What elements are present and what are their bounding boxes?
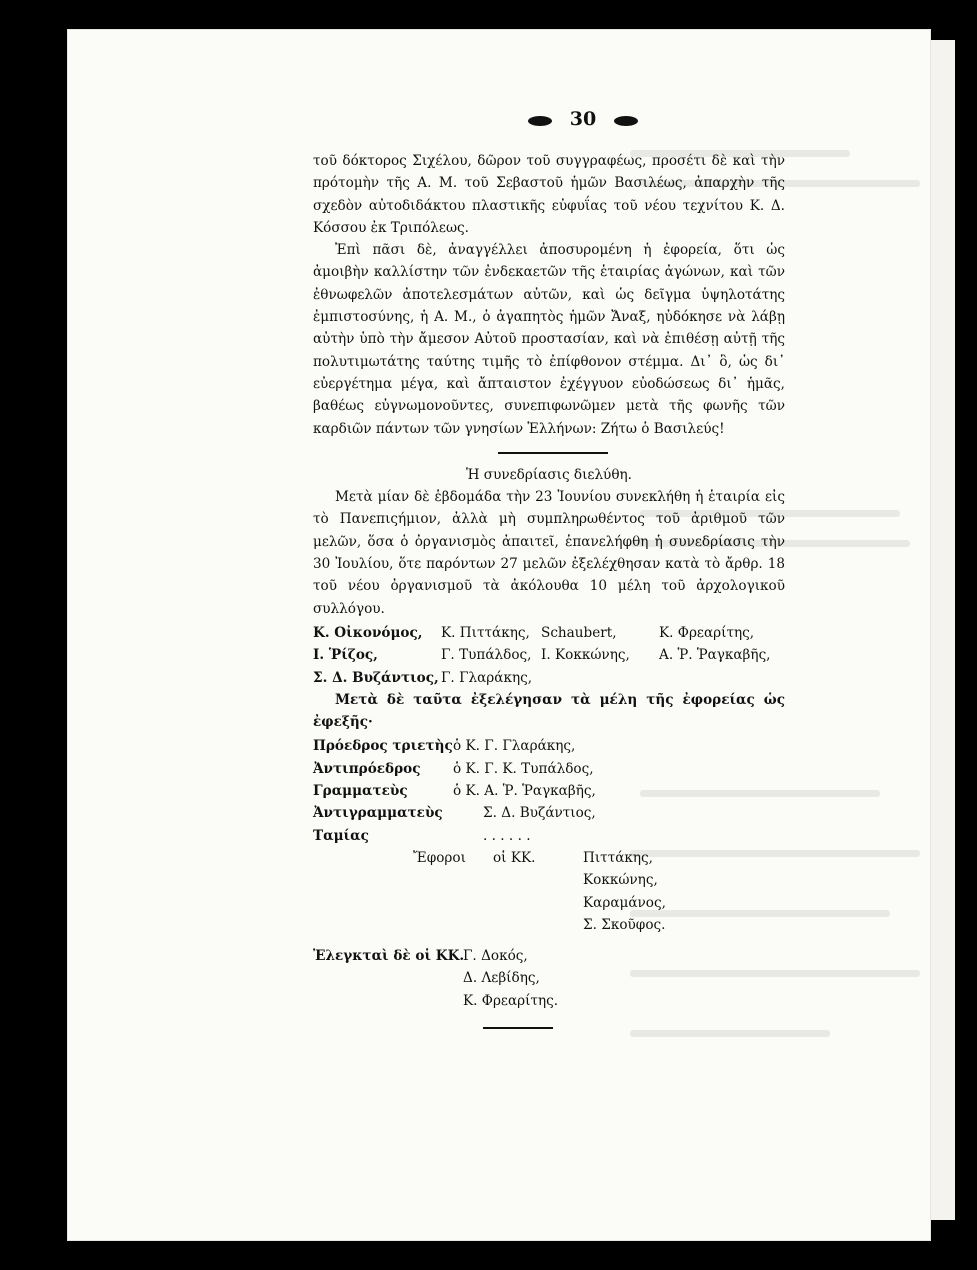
board-intro: Μετὰ δὲ ταῦτα ἐξελέγησαν τὰ μέλη τῆς ἐφορείας ὡς ἐφεξῆς· <box>313 691 785 731</box>
text-column <box>313 150 785 1039</box>
ephoros-name: Πιττάκης, <box>583 849 653 866</box>
member-name: Γ. Τυπάλδος, <box>441 647 532 664</box>
page-number: 30 <box>569 108 597 130</box>
member-name: Α. Ῥ. Ῥαγκαβῆς, <box>659 647 771 664</box>
board-row <box>313 780 785 802</box>
board-name: ὁ Κ. Γ. Κ. Τυπάλδος, <box>453 760 594 777</box>
members-row <box>313 644 785 666</box>
ephoros-name: Σ. Σκοῦφος. <box>583 916 666 933</box>
board-role: Ἀντιγραμματεὺς <box>313 805 443 822</box>
auditor-name: Δ. Λεβίδης, <box>463 970 540 987</box>
meeting-paragraph: Μετὰ μίαν δὲ ἑβδομάδα τὴν 23 Ἰουνίου συνεκλήθη ἡ ἑταιρία εἰς τὸ Πανεπιςήμιον, ἀλλὰ μὴ συμπληρωθέντος τοῦ ἀριθμοῦ τῶν μελῶν, ὅσα ὁ ὀργανισμὸς ἀπαιτεῖ, ἐπανελήφθη ἡ συνεδρίασις τὴν 30 Ἰουλίου, ὅτε παρόντων 27 μελῶν ἐξελέχθησαν κατὰ τὸ ἄρθρ. 18 τοῦ νέου ὀργανισμοῦ τὰ ἀκόλουθα 10 μέλη τοῦ ἀρχολογικοῦ συλλόγου. <box>313 489 785 617</box>
board-name: . . . . . . <box>483 827 531 844</box>
auditors-names <box>463 945 558 1012</box>
ephoros-name: Κοκκώνης, <box>583 872 658 889</box>
board-row <box>313 825 785 847</box>
member-name: Ι. Κοκκώνης, <box>541 647 630 664</box>
member-name: Κ. Φρεαρίτης, <box>659 624 755 641</box>
board-list <box>313 735 785 846</box>
section-rule <box>498 452 608 454</box>
board-role: Ἀντιπρόεδρος <box>313 760 421 777</box>
auditors-label: Ἐλεγκταὶ δὲ οἱ ΚΚ. <box>313 947 465 964</box>
paragraph: Ἐπὶ πᾶσι δὲ, ἀναγγέλλει ἀποσυρομένη ἡ ἐφορεία, ὅτι ὡς ἀμοιβὴν καλλίστην τῶν ἐνδεκαετῶν τῆς ἑταιρίας ἀγώνων, καὶ τῶν ἐθνωφελῶν ἀποτελεσμάτων αὐτῶν, καὶ ὡς δεῖγμα ὑψηλοτάτης ἐμπιστοσύνης, ἡ Α. Μ., ὁ ἀγαπητὸς ἡμῶν Ἄναξ, ηὐδόκησε νὰ λάβῃ αὐτὴν ὑπὸ τὴν ἄμεσον Αὐτοῦ προστασίαν, καὶ νὰ ἐπιθέσῃ αὐτῇ τῆς πολυτιμωτάτης ταύτης τιμῆς τὸ ἐπίφθονον στέμμα. Δι᾽ ὃ, ὡς δι᾽ εὐεργέτημα μέγα, καὶ ἄπταιστον ἐχέγγυον εὐοδώσεως δι᾽ ἡμᾶς, βαθέως εὐγνωμονοῦντες, συνεπιφωνῶμεν μετὰ τῆς φωνῆς τῶν καρδιῶν πάντων τῶν γνησίων Ἑλλήνων: Ζήτω ὁ Βασιλεύς! <box>313 242 785 437</box>
closing-rule <box>483 1027 553 1029</box>
board-row <box>313 735 785 757</box>
dissolved-line: Ἡ συνεδρίασις διελύθη. <box>466 466 632 483</box>
board-row <box>313 802 785 824</box>
ephoroi-label: Ἔφοροι <box>413 849 466 866</box>
auditors-block <box>313 945 785 1015</box>
ephoroi-names <box>583 847 666 936</box>
ornament-right-icon <box>614 116 638 126</box>
members-list <box>313 622 785 689</box>
member-name: Σ. Δ. Βυζάντιος, <box>313 669 439 686</box>
board-name: ὁ Κ. Α. Ῥ. Ῥαγκαβῆς, <box>453 783 596 800</box>
members-row <box>313 667 785 689</box>
board-role: Γραμματεὺς <box>313 783 408 800</box>
member-name: Κ. Οἰκονόμος, <box>313 624 423 641</box>
auditor-name: Κ. Φρεαρίτης. <box>463 992 559 1009</box>
ephoros-name: Καραμάνος, <box>583 894 666 911</box>
member-name: Κ. Πιττάκης, <box>441 624 530 641</box>
ephoroi-block <box>313 847 785 943</box>
auditor-name: Γ. Δοκός, <box>463 947 528 964</box>
board-row <box>313 758 785 780</box>
board-name: Σ. Δ. Βυζάντιος, <box>483 805 596 822</box>
member-name: Γ. Γλαράκης, <box>441 669 533 686</box>
member-name: Ι. Ῥίζος, <box>313 647 378 664</box>
page-edge <box>930 40 931 1220</box>
paragraph: τοῦ δόκτορος Σιχέλου, δῶρον τοῦ συγγραφέως, προσέτι δὲ καὶ τὴν πρότομὴν τῆς Α. Μ. τοῦ Σεβαστοῦ ἡμῶν Βασιλέως, ἀπαρχὴν τῆς σχεδὸν αὐτοδιδάκτου πλαστικῆς εὐφυΐας τοῦ νέου τεχνίτου Κ. Δ. Κόσσου ἐκ Τριπόλεως. <box>313 153 785 236</box>
ephoroi-prefix: οἱ ΚΚ. <box>493 849 536 866</box>
members-row <box>313 622 785 644</box>
board-name: ὁ Κ. Γ. Γλαράκης, <box>453 738 576 755</box>
member-name: Schaubert, <box>541 624 617 641</box>
board-role: Ταμίας <box>313 827 369 844</box>
board-role: Πρόεδρος τριετὴς <box>313 738 453 755</box>
page-header <box>528 108 638 134</box>
